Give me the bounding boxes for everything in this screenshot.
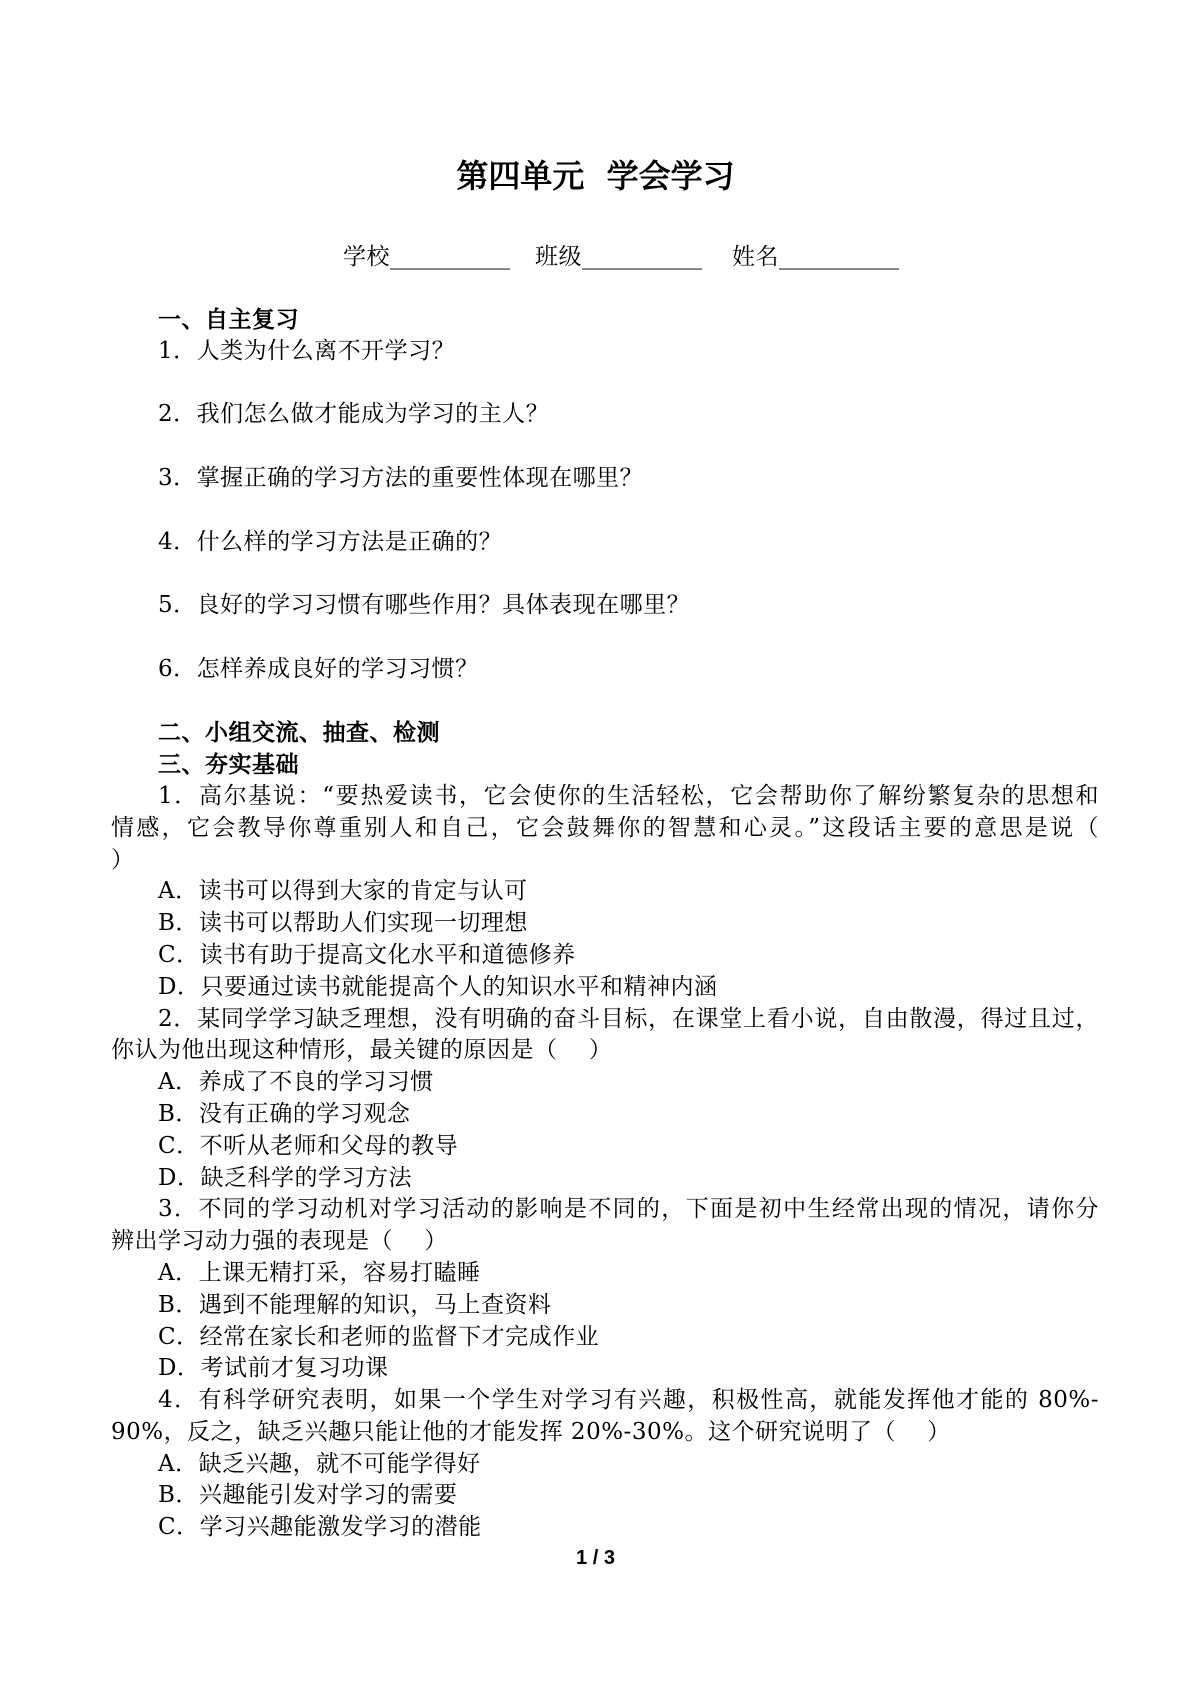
question-stem-line: 2．某同学学习缺乏理想，没有明确的奋斗目标，在课堂上看小说，自由散漫，得过且过，	[158, 1005, 1099, 1032]
class-field	[535, 240, 702, 273]
choice-question-4	[111, 1385, 1099, 1544]
question-stem-line: 情感，它会教导你尊重别人和自己，它会鼓舞你的智慧和心灵。”这段话主要的意思是说（	[111, 814, 1099, 841]
answer-option-c: C．不听从老师和父母的教导	[158, 1132, 459, 1159]
question-stem-line: 1．高尔基说：“要热爱读书，它会使你的生活轻松，它会帮助你了解纷繁复杂的思想和	[158, 782, 1099, 809]
choice-question-2	[111, 1004, 1099, 1195]
school-field	[343, 240, 510, 273]
section-heading-self-review: 一、自主复习	[158, 306, 299, 333]
question-stem-line: 90%，反之，缺乏兴趣只能让他的才能发挥 20%-30%。这个研究说明了（ ）	[111, 1418, 951, 1445]
answer-option-a: A．养成了不良的学习习惯	[158, 1069, 434, 1096]
review-question: 6．怎样养成良好的学习习惯？	[158, 655, 479, 682]
answer-option-d: D．缺乏科学的学习方法	[158, 1164, 412, 1191]
name-label: 姓名	[732, 244, 779, 270]
name-field	[732, 240, 899, 273]
answer-option-c: C．学习兴趣能激发学习的潜能	[158, 1514, 482, 1541]
question-stem-line: 4．有科学研究表明，如果一个学生对学习有兴趣，积极性高，就能发挥他才能的 80%-	[158, 1387, 1099, 1414]
page-title: 第四单元 学会学习	[456, 157, 735, 195]
answer-option-d: D．考试前才复习功课	[158, 1355, 389, 1382]
answer-option-a: A．上课无精打采，容易打瞌睡	[158, 1259, 481, 1286]
answer-option-b: B．没有正确的学习观念	[158, 1100, 411, 1127]
review-question: 3．掌握正确的学习方法的重要性体现在哪里？	[158, 464, 644, 491]
review-question: 2．我们怎么做才能成为学习的主人？	[158, 401, 550, 428]
class-label: 班级	[535, 244, 582, 270]
student-info-row	[343, 240, 899, 272]
review-question: 4．什么样的学习方法是正确的？	[158, 528, 503, 555]
name-blank: __________	[779, 242, 899, 270]
section-heading-group-exchange: 二、小组交流、抽查、检测	[158, 719, 440, 747]
question-stem-line: 3．不同的学习动机对学习活动的影响是不同的，下面是初中生经常出现的情况，请你分	[158, 1196, 1099, 1223]
section-heading-foundation: 三、夯实基础	[158, 751, 299, 779]
review-question: 5．良好的学习习惯有哪些作用？具体表现在哪里？	[158, 592, 691, 619]
review-question: 1．人类为什么离不开学习？	[158, 337, 456, 364]
class-blank: __________	[582, 242, 702, 270]
page-number: 1 / 3	[576, 1547, 615, 1569]
answer-option-b: B．遇到不能理解的知识，马上查资料	[158, 1291, 552, 1318]
school-blank: __________	[390, 242, 510, 270]
answer-option-b: B．读书可以帮助人们实现一切理想	[158, 910, 528, 937]
question-stem-line: 你认为他出现这种情形，最关键的原因是（ ）	[111, 1037, 613, 1064]
worksheet-body	[111, 304, 1099, 1544]
answer-option-c: C．读书有助于提高文化水平和道德修养	[158, 941, 576, 968]
answer-option-b: B．兴趣能引发对学习的需要	[158, 1482, 458, 1509]
answer-option-a: A．读书可以得到大家的肯定与认可	[158, 878, 528, 905]
choice-question-1	[111, 781, 1099, 1004]
question-stem-line: 辨出学习动力强的表现是（ ）	[111, 1228, 448, 1255]
answer-option-c: C．经常在家长和老师的监督下才完成作业	[158, 1323, 600, 1350]
choice-question-3	[111, 1194, 1099, 1385]
answer-option-a: A．缺乏兴趣，就不可能学得好	[158, 1450, 481, 1477]
question-stem-line: ）	[111, 846, 135, 873]
school-label: 学校	[343, 244, 390, 270]
answer-option-d: D．只要通过读书就能提高个人的知识水平和精神内涵	[158, 973, 718, 1000]
